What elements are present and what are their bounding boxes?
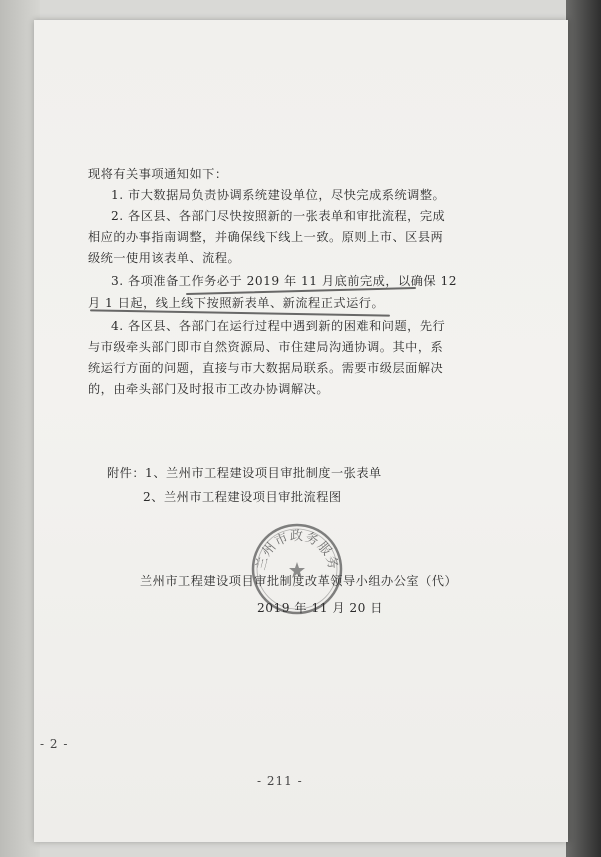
item-4-line-1: 4. 各区县、各部门在运行过程中遇到新的困难和问题，先行 xyxy=(111,319,446,333)
page-number-bottom: - 211 - xyxy=(257,774,303,788)
intro-line: 现将有关事项通知如下： xyxy=(88,167,228,181)
item-2-line-2: 相应的办事指南调整，并确保线下线上一致。原则上市、区县两 xyxy=(88,230,444,244)
item-3-line-2: 月 1 日起，线上线下按照新表单、新流程正式运行。 xyxy=(88,296,385,310)
item-2-line-3: 级统一使用该表单、流程。 xyxy=(88,251,241,265)
document-page xyxy=(34,20,568,842)
svg-text:兰州市政务服务: 兰州市政务服务 xyxy=(253,529,341,572)
attachment-2: 2、兰州市工程建设项目审批流程图 xyxy=(143,490,342,504)
item-1: 1. 市大数据局负责协调系统建设单位，尽快完成系统调整。 xyxy=(111,188,446,202)
item-4-line-4: 的，由牵头部门及时报市工改办协调解决。 xyxy=(88,382,330,396)
item-3-line-1: 3. 各项准备工作务必于 2019 年 11 月底前完成，以确保 12 xyxy=(111,274,457,288)
page-number-left: - 2 - xyxy=(40,737,69,751)
signature-date: 2019 年 11 月 20 日 xyxy=(257,601,383,615)
signature-org: 兰州市工程建设项目审批制度改革领导小组办公室（代） xyxy=(140,574,458,588)
photo-background-right xyxy=(566,0,601,857)
attachment-1: 附件：1、兰州市工程建设项目审批制度一张表单 xyxy=(107,466,382,480)
item-4-line-2: 与市级牵头部门即市自然资源局、市住建局沟通协调。其中，系 xyxy=(88,340,444,354)
item-4-line-3: 统运行方面的问题，直接与市大数据局联系。需要市级层面解决 xyxy=(88,361,444,375)
item-2-line-1: 2. 各区县、各部门尽快按照新的一张表单和审批流程，完成 xyxy=(111,209,446,223)
